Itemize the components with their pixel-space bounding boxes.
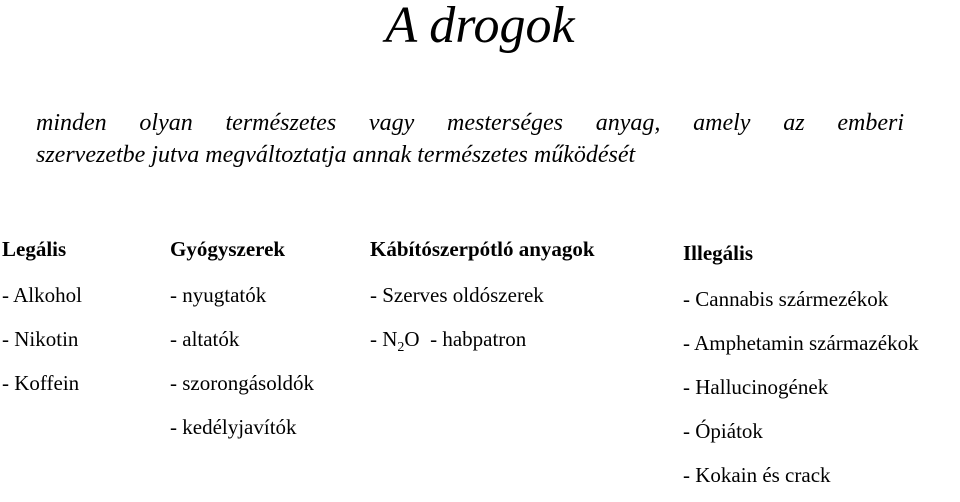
definition-word: amely [693,110,751,136]
list-item-n2o [370,322,595,366]
column-medicines [170,232,314,454]
list-illegal [683,282,919,502]
definition-text [36,107,904,171]
list-substitutes [370,278,595,366]
n2o-suffix: O - habpatron [404,327,527,351]
column-legal [2,232,82,410]
definition-word: minden [36,110,107,136]
list-item: - Szerves oldószerek [370,283,544,307]
definition-word: mesterséges [447,110,563,136]
list-item: - Hallucinogének [683,375,829,399]
definition-line-1 [36,107,904,139]
list-item: - Amphetamin származékok [683,331,919,355]
column-illegal [683,236,919,502]
list-item: - altatók [170,327,240,351]
list-item: - Nikotin [2,327,79,351]
list-item: - Kokain és crack [683,463,831,487]
list-item: - nyugtatók [170,283,267,307]
list-item: - Alkohol [2,283,82,307]
list-item: - Koffein [2,371,80,395]
column-header-legal: Legális [2,237,67,261]
definition-word: az [783,110,805,136]
list-item: - kedélyjavítók [170,415,297,439]
list-item: - szorongásoldók [170,371,315,395]
column-header-illegal: Illegális [683,241,754,265]
page-title: A drogok [385,0,575,54]
list-medicines [170,278,314,454]
column-header-medicines: Gyógyszerek [170,237,286,261]
list-legal [2,278,82,410]
n2o-subscript: 2 [397,340,405,355]
definition-line-2: szervezetbe jutva megváltoztatja annak természetes működését [36,142,636,168]
list-item: - Cannabis szármezékok [683,287,889,311]
column-header-substitutes: Kábítószerpótló anyagok [370,237,595,261]
definition-word: olyan [139,110,193,136]
column-substitutes [370,232,595,366]
n2o-prefix: - N [370,327,398,351]
definition-word: vagy [368,110,415,136]
definition-word: emberi [837,110,904,136]
definition-word: természetes [225,110,337,136]
definition-word: anyag, [595,110,661,136]
list-item: - Ópiátok [683,419,763,443]
